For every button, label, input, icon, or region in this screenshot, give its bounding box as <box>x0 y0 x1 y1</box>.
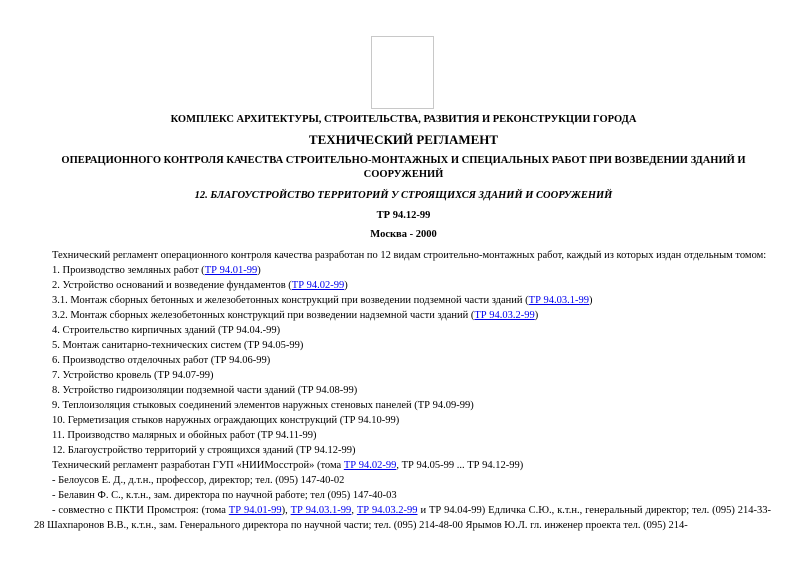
intro-paragraph: Технический регламент операционного контроля качества разработан по 12 видам строительно-монтажных работ, каждый из которых издан отдельным томом: <box>52 250 767 261</box>
document-code: ТР 94.12-99 <box>376 210 431 221</box>
volume-item-7: 7. Устройство кровель (ТР 94.07-99) <box>52 370 214 381</box>
regulation-title: ТЕХНИЧЕСКИЙ РЕГЛАМЕНТ <box>308 132 499 147</box>
part-title: 12. БЛАГОУСТРОЙСТВО ТЕРРИТОРИЙ У СТРОЯЩИХСЯ ЗДАНИЙ И СООРУЖЕНИЙ <box>194 190 613 201</box>
developer-link-tr-94-02[interactable]: ТР 94.02-99 <box>343 460 397 471</box>
volume-item-2: 2. Устройство оснований и возведение фундаментов (ТР 94.02-99) <box>52 280 348 291</box>
joint-development-paragraph: - совместно с ПКТИ Промстроя: (тома ТР 94.01-99), ТР 94.03.1-99, ТР 94.03.2-99 и ТР 94.04-99) Едличка С.Ю., к.т.н., генеральный директор; тел. (095) 214-33-28 Шахпаронов В.В., к.т.н., зам. Генерального директора по научной части; тел. (095) 214-48-00 Ярымов Ю.Л. гл. инженер проекта тел. (095) 214- <box>34 505 772 531</box>
person-line-belavin: - Белавин Ф. С., к.т.н., зам. директора по научной работе; тел (095) 147-40-03 <box>52 490 397 501</box>
document-body <box>34 248 771 533</box>
joint-link-tr-94-03-1[interactable]: ТР 94.03.1-99 <box>290 505 352 516</box>
volume-item-10: 10. Герметизация стыков наружных ограждающих конструкций (ТР 94.10-99) <box>52 415 400 426</box>
volume-item-4: 4. Строительство кирпичных зданий (ТР 94.04.-99) <box>52 325 281 336</box>
joint-link-tr-94-01[interactable]: ТР 94.01-99 <box>228 505 282 516</box>
volume-item-3-1: 3.1. Монтаж сборных бетонных и железобетонных конструкций при возведении подземной части зданий (ТР 94.03.1-99) <box>52 295 593 306</box>
volume-item-11: 11. Производство малярных и обойных работ (ТР 94.11-99) <box>52 430 317 441</box>
volume-link-tr-94-01[interactable]: ТР 94.01-99 <box>204 265 258 276</box>
operational-control-heading: ОПЕРАЦИОННОГО КОНТРОЛЯ КАЧЕСТВА СТРОИТЕЛЬНО-МОНТАЖНЫХ И СПЕЦИАЛЬНЫХ РАБОТ ПРИ ВОЗВЕДЕНИИ ЗДАНИЙ И СООРУЖЕНИЙ <box>61 155 746 180</box>
joint-link-tr-94-03-2[interactable]: ТР 94.03.2-99 <box>356 505 418 516</box>
volume-link-tr-94-03-2[interactable]: ТР 94.03.2-99 <box>474 310 535 321</box>
volume-item-8: 8. Устройство гидроизоляции подземной части зданий (ТР 94.08-99) <box>52 385 358 396</box>
volume-item-12: 12. Благоустройство территорий у строящихся зданий (ТР 94.12-99) <box>52 445 356 456</box>
volume-item-9: 9. Теплоизоляция стыковых соединений элементов наружных стеновых панелей (ТР 94.09-99) <box>52 400 474 411</box>
volume-item-1: 1. Производство земляных работ (ТР 94.01-99) <box>52 265 261 276</box>
volume-item-3-2: 3.2. Монтаж сборных железобетонных конструкций при возведении надземной части зданий (ТР 94.03.2-99) <box>52 310 539 321</box>
volume-item-6: 6. Производство отделочных работ (ТР 94.06-99) <box>52 355 271 366</box>
complex-heading: КОМПЛЕКС АРХИТЕКТУРЫ, СТРОИТЕЛЬСТВА, РАЗВИТИЯ И РЕКОНСТРУКЦИИ ГОРОДА <box>170 114 637 125</box>
volume-link-tr-94-02[interactable]: ТР 94.02-99 <box>291 280 345 291</box>
volume-link-tr-94-03-1[interactable]: ТР 94.03.1-99 <box>528 295 590 306</box>
person-line-belousov: - Белоусов Е. Д., д.т.н., профессор, директор; тел. (095) 147-40-02 <box>52 475 345 486</box>
volume-item-5: 5. Монтаж санитарно-технических систем (ТР 94.05-99) <box>52 340 304 351</box>
developer-line: Технический регламент разработан ГУП «НИИМосстрой» (тома ТР 94.02-99, ТР 94.05-99 ... ТР 94.12-99) <box>52 460 524 471</box>
city-year: Москва - 2000 <box>370 229 437 240</box>
emblem-placeholder-image <box>371 36 434 109</box>
